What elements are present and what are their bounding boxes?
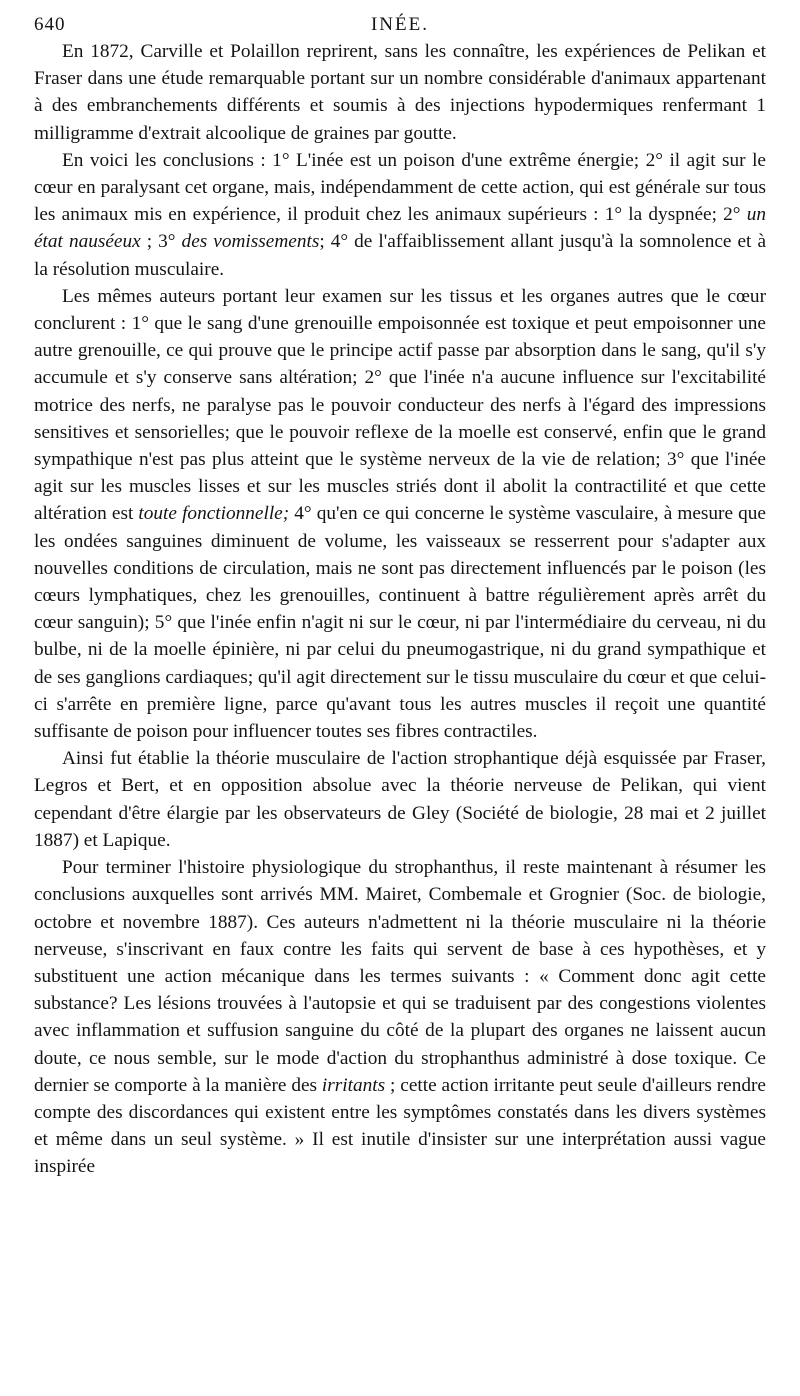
text-run: En voici les conclusions : 1° L'inée est un poison d'une extrême énergie; 2° il agit sur le cœur en paralysant cet organe, mais, indépendamment de cette action, qui est générale sur tous les animaux mis en expérience, il produit chez les animaux supérieurs : 1° la dyspnée; 2° — [34, 149, 766, 226]
italic-text: toute fonctionnelle; — [138, 503, 290, 525]
text-run: En 1872, Carville et Polaillon reprirent, sans les connaître, les expériences de Pelikan et Fraser dans une étude remarquable portant sur un nombre considérable d'animaux appartenant à des embranchements différents et soumis à des injections hypodermiques renfermant 1 milligramme d'extrait alcoolique de graines par goutte. — [34, 41, 766, 144]
italic-text: irritants — [321, 1074, 386, 1096]
body-text — [34, 38, 766, 1181]
text-run: ; cette action irritante peut seule d'ailleurs rendre compte des discordances qui existent entre les symptômes constatés dans les divers systèmes et même dans un seul système. » Il est inutile d'insister sur une interprétation aussi vague inspirée — [34, 1074, 766, 1178]
italic-text: des vomissements — [181, 231, 320, 253]
running-title: INÉE. — [370, 14, 429, 35]
text-run: Ainsi fut établie la théorie musculaire de l'action strophantique déjà esquissée par Fraser, Legros et Bert, et en opposition absolue avec la théorie nerveuse de Pelikan, qui vient cependant d'être élargie par les observateurs de Gley (Société de biologie, 28 mai et 2 juillet 1887) et Lapique. — [34, 748, 766, 851]
paragraph — [34, 283, 766, 745]
text-run: 4° qu'en ce qui concerne le système vasculaire, à mesure que les ondées sanguines diminuent de volume, les vaisseaux se resserrent pour s'adapter aux nouvelles conditions de circulation, mais ne sont pas directement influencés par le poison (les cœurs lymphatiques, chez les grenouilles, continuent à battre régulièrement après arrêt du cœur sanguin); 5° que l'inée enfin n'agit ni sur le cœur, ni par l'intermédiaire du cerveau, ni du bulbe, ni de la moelle épinière, ni par celui du pneumogastrique, ni du grand sympathique et de ses ganglions cardiaques; qu'il agit directement sur le tissu musculaire du cœur et que celui-ci s'arrête en première ligne, parce qu'avant tous les autres muscles il reçoit une quantité suffisante de poison pour influencer toutes ses fibres contractiles. — [34, 503, 766, 743]
paragraph — [34, 38, 766, 147]
italic-text: un état nauséeux — [34, 204, 766, 253]
paragraph — [34, 147, 766, 283]
text-run: ; 3° — [140, 231, 182, 253]
paragraph — [34, 745, 766, 854]
text-run: Les mêmes auteurs portant leur examen sur les tissus et les organes autres que le cœur conclurent : 1° que le sang d'une grenouille empoisonnée est toxique et peut empoisonner une autre grenouille, ce qui prouve que le principe actif passe par absorption dans le sang, qu'il s'y accumule et s'y conserve sans altération; 2° que l'inée n'a aucune influence sur l'excitabilité motrice des nerfs, ne paralyse pas le pouvoir conducteur des nerfs à l'égard des impressions sensitives et sensorielles; que le pouvoir reflexe de la moelle est conservé, enfin que le grand sympathique n'est pas plus atteint que le système nerveux de la vie de relation; 3° que l'inée agit sur les muscles lisses et sur les muscles striés dont il abolit la contractilité et que cette altération est — [34, 285, 766, 525]
text-run: Pour terminer l'histoire physiologique du strophanthus, il reste maintenant à résumer les conclusions auxquelles sont arrivés MM. Mairet, Combemale et Grognier (Soc. de biologie, octobre et novembre 1887). Ces auteurs n'admettent ni la théorie musculaire ni la théorie nerveuse, s'inscrivant en faux contre les faits qui servent de base à ces hypothèses, et y substituent une action mécanique dans les termes suivants : « Comment donc agit cette substance? Les lésions trouvées à l'autopsie et qui se traduisent par des congestions violentes avec inflammation et suffusion sanguine du côté de la plupart des organes ne laissent aucun doute, ce nous semble, sur le mode d'action du strophanthus administré à dose toxique. Ce dernier se comporte à la manière des — [34, 857, 766, 1096]
page-header — [34, 8, 766, 38]
text-run: ; 4° de l'affaiblissement allant jusqu'à la somnolence et à la résolution musculaire. — [34, 231, 766, 280]
page-number: 640 — [34, 14, 66, 35]
paragraph — [34, 854, 766, 1180]
